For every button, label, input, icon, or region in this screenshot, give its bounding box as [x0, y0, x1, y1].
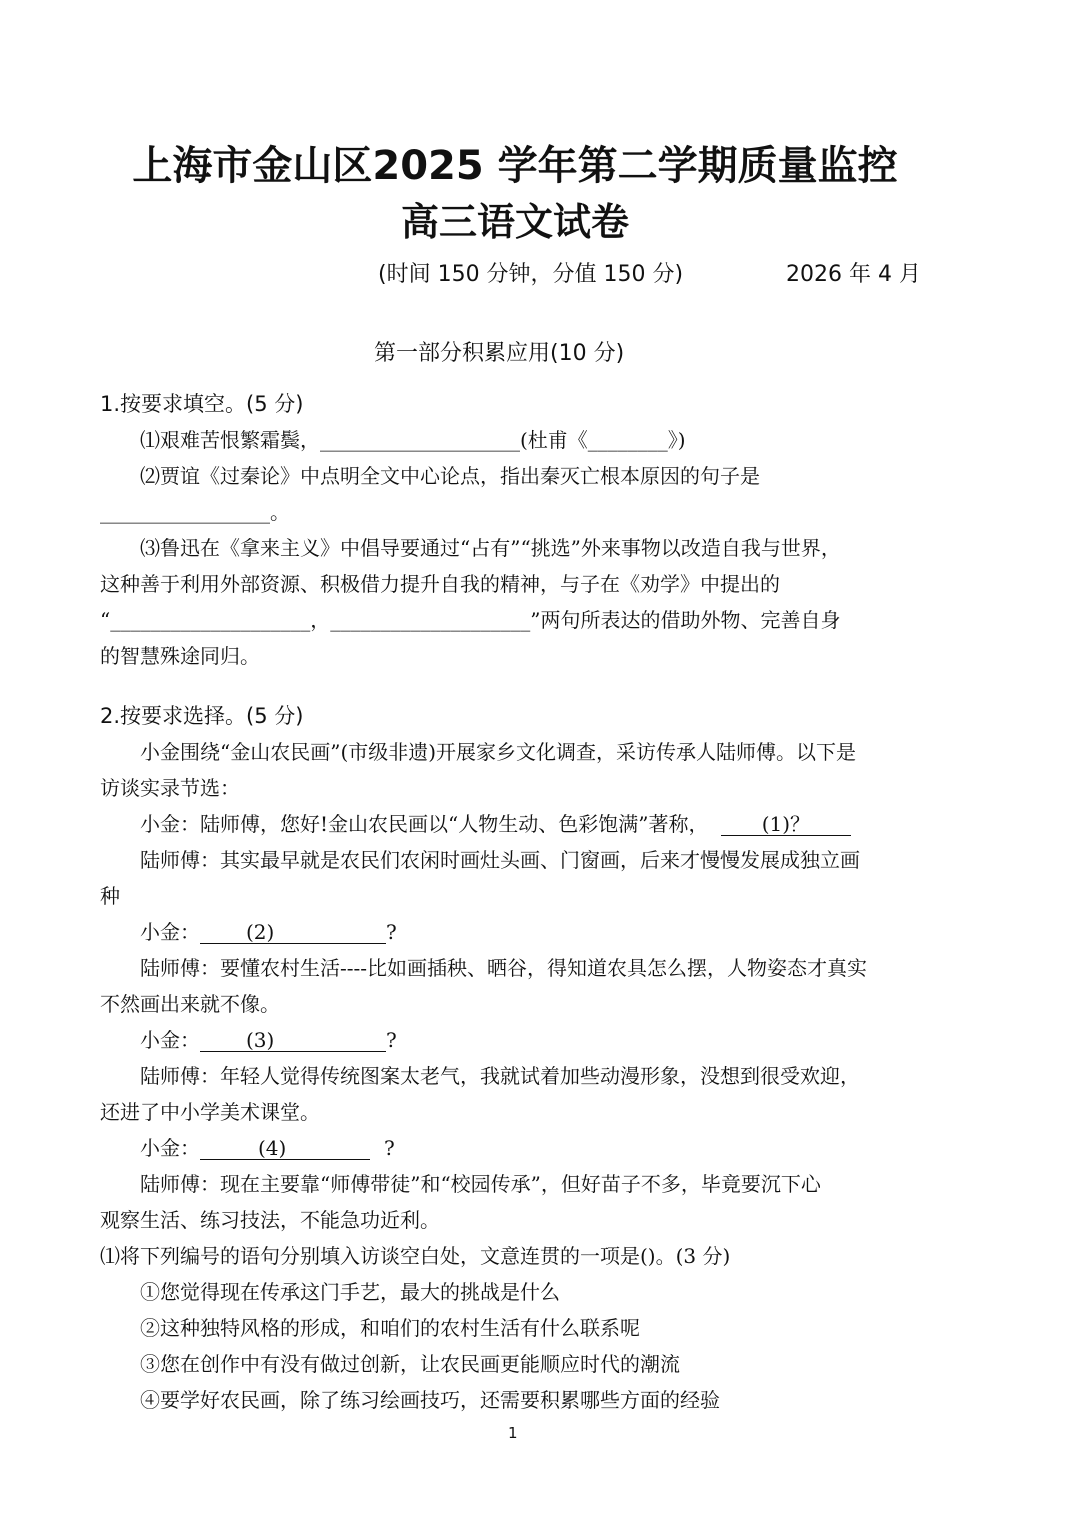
- blank-1: (1)？: [721, 814, 851, 836]
- blank-3-label: (3): [246, 1028, 275, 1052]
- dialogue-lu-3-line1: 陆师傅：年轻人觉得传统图案太老气，我就试着加些动漫形象，没想到很受欢迎，: [140, 1064, 860, 1088]
- blank-3: [200, 1030, 386, 1052]
- option-4: ④要学好农民画，除了练习绘画技巧，还需要积累哪些方面的经验: [140, 1388, 720, 1412]
- q2-sub-question-1: ⑴将下列编号的语句分别填入访谈空白处，文意连贯的一项是()。(3 分): [100, 1244, 731, 1268]
- q1-item3-line4: 的智慧殊途同归。: [100, 644, 260, 668]
- blank-4: [200, 1138, 370, 1160]
- dialogue-xiaojin-2: [140, 916, 397, 945]
- page-number: 1: [508, 1424, 518, 1442]
- blank-2-label: (2): [246, 920, 275, 944]
- option-3: ③您在创作中有没有做过创新，让农民画更能顺应时代的潮流: [140, 1352, 680, 1376]
- dialogue-xiaojin-3: [140, 1024, 397, 1053]
- dialogue-text: 小金：陆师傅，您好!金山农民画以“人物生动、色彩饱满”著称，: [140, 812, 709, 836]
- blank-4-label: (4): [258, 1136, 287, 1160]
- dialogue-lu-3-line2: 还进了中小学美术课堂。: [100, 1100, 320, 1124]
- part1-heading: 第一部分积累应用(10 分): [374, 341, 625, 366]
- q1-item3-line3: “____________________，____________________”两句所表达的借助外物、完善自身: [100, 608, 841, 632]
- option-1: ①您觉得现在传承这门手艺，最大的挑战是什么: [140, 1280, 560, 1304]
- dialogue-lu-4-line1: 陆师傅：现在主要靠“师傅带徒”和“校园传承”，但好苗子不多，毕竟要沉下心: [140, 1172, 821, 1196]
- dialogue-lu-4-line2: 观察生活、练习技法，不能急功近利。: [100, 1208, 440, 1232]
- speaker-label: 小金：: [140, 920, 200, 944]
- question-mark: ?: [386, 920, 397, 944]
- dialogue-lu-1-line1: 陆师傅：其实最早就是农民们农闲时画灶头画、门窗画，后来才慢慢发展成独立画: [140, 848, 860, 872]
- q1-item3-line1: ⑶鲁迅在《拿来主义》中倡导要通过“占有”“挑选”外来事物以改造自我与世界，: [140, 536, 841, 560]
- title-line-1: 上海市金山区2025 学年第二学期质量监控: [132, 143, 898, 189]
- q2-intro-line2: 访谈实录节选：: [100, 776, 240, 800]
- speaker-label: 小金：: [140, 1136, 200, 1160]
- q1-item2-line2: _________________。: [100, 500, 290, 524]
- exam-info: (时间 150 分钟，分值 150 分): [378, 262, 684, 287]
- q1-item3-line2: 这种善于利用外部资源、积极借力提升自我的精神，与子在《劝学》中提出的: [100, 572, 780, 596]
- speaker-label: 小金：: [140, 1028, 200, 1052]
- dialogue-lu-2-line2: 不然画出来就不像。: [100, 992, 280, 1016]
- question-mark: ?: [386, 1028, 397, 1052]
- dialogue-xiaojin-4: [140, 1132, 395, 1161]
- dialogue-lu-1-line2: 种: [100, 884, 120, 908]
- blank-2: [200, 922, 386, 944]
- dialogue-xiaojin-1: [140, 808, 851, 837]
- q1-item2-line1: ⑵贾谊《过秦论》中点明全文中心论点，指出秦灭亡根本原因的句子是: [140, 464, 760, 488]
- q1-heading: 1.按要求填空。(5 分): [100, 392, 304, 416]
- option-2: ②这种独特风格的形成，和咱们的农村生活有什么联系呢: [140, 1316, 640, 1340]
- q1-item1: ⑴艰难苦恨繁霜鬓，____________________(杜甫《________》): [140, 428, 686, 452]
- title-line-2: 高三语文试卷: [400, 200, 629, 244]
- dialogue-lu-2-line1: 陆师傅：要懂农村生活----比如画插秧、晒谷，得知道农具怎么摆，人物姿态才真实: [140, 956, 868, 980]
- q2-intro-line1: 小金围绕“金山农民画”(市级非遗)开展家乡文化调查，采访传承人陆师傅。以下是: [140, 740, 857, 764]
- q2-heading: 2.按要求选择。(5 分): [100, 704, 304, 728]
- question-mark: ?: [384, 1136, 395, 1160]
- exam-date: 2026 年 4 月: [786, 262, 921, 287]
